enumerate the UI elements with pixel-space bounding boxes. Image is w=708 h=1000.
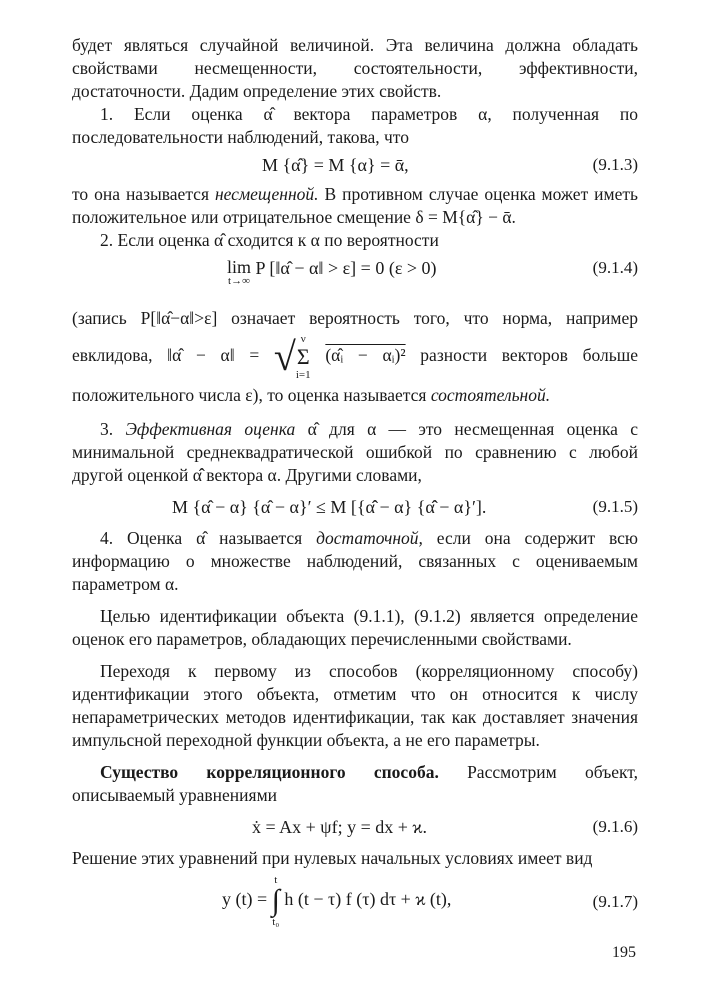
paragraph-norm-note: (запись P[‖α̂−α‖>ε] означает вероятность того, что норма, например евклидова, ‖α̂ − α‖ = √ ν Σ i=1 (α̂ᵢ − αᵢ)² разности векторов больше положительного числа ε), то оценка называется состоятельной. xyxy=(72,308,638,405)
paragraph-method-essence: Существо корреляционного способа. Рассмотрим объект, описываемый уравнениями xyxy=(72,762,638,805)
sum-operator: ν Σ i=1 xyxy=(295,333,311,381)
equation-number: (9.1.4) xyxy=(592,258,638,277)
paragraph-consistent-definition: 2. Если оценка α̂ сходится к α по вероятности xyxy=(100,230,439,250)
paragraph-unbiased-term: то она называется несмещенной. В противном случае оценка может иметь положительное или отрицательное смещение δ = M{α̂} − ᾱ. xyxy=(72,184,638,227)
equation-9-1-4 xyxy=(72,252,638,296)
page-content xyxy=(72,34,638,940)
equation-9-1-6 xyxy=(72,807,638,847)
equation-9-1-7 xyxy=(72,870,638,940)
equation-body: lim t→∞ P [‖α̂ − α‖ > ε] = 0 (ε > 0) xyxy=(227,257,437,287)
paragraph-efficient-definition: 3. Эффективная оценка α̂ для α — это несмещенная оценка с минимальной среднеквадратической ошибкой по сравнению с любой другой оценкой α̂̂ вектора α. Другими словами, xyxy=(72,419,639,485)
integral-operator: t ∫ t₀ xyxy=(271,874,280,928)
equation-number: (9.1.3) xyxy=(592,155,638,174)
page-number: 195 xyxy=(612,944,636,961)
equation-9-1-5 xyxy=(72,487,638,527)
equation-body: y (t) = t ∫ t₀ h (t − τ) f (τ) dτ + ϰ (t), xyxy=(222,874,452,928)
equation-number: (9.1.5) xyxy=(592,497,638,516)
limit-operator: lim t→∞ xyxy=(227,257,252,287)
equation-number: (9.1.7) xyxy=(592,892,638,911)
paragraph-intro: будет являться случайной величиной. Эта величина должна обладать свойствами несмещенности, состоятельности, эффективности, достаточности. Дадим определение этих свойств. xyxy=(72,35,638,101)
paragraph-identification-goal: Целью идентификации объекта (9.1.1), (9.1.2) является определение оценок его параметров, обладающих перечисленными свойствами. xyxy=(72,606,638,649)
equation-body: M {α̂} = M {α} = ᾱ, xyxy=(262,155,409,175)
paragraph-unbiased-definition: 1. Если оценка α̂ вектора параметров α, полученная по последовательности наблюдений, такова, что xyxy=(72,104,638,147)
paragraph-solution: Решение этих уравнений при нулевых начальных условиях имеет вид xyxy=(72,848,593,868)
paragraph-sufficient-definition: 4. Оценка α̂ называется достаточной, если она содержит всю информацию о множестве наблюдений, связанных с оцениваемым параметром α. xyxy=(72,528,638,594)
paragraph-correlation-method: Переходя к первому из способов (корреляционному способу) идентификации этого объекта, отметим что он относится к числу непараметрических методов идентификации, так как доставляет значения импульсной переходной функции объекта, а не его параметры. xyxy=(72,661,638,750)
equation-9-1-3 xyxy=(72,149,638,183)
sqrt-symbol: √ xyxy=(273,334,296,379)
equation-body: M {α̂ − α} {α̂ − α}′ ≤ M [{α̂̂ − α} {α̂̂ − α}′]. xyxy=(172,497,487,517)
equation-number: (9.1.6) xyxy=(592,817,638,836)
equation-body: ẋ = Ax + ψf; y = dx + ϰ. xyxy=(252,817,427,837)
